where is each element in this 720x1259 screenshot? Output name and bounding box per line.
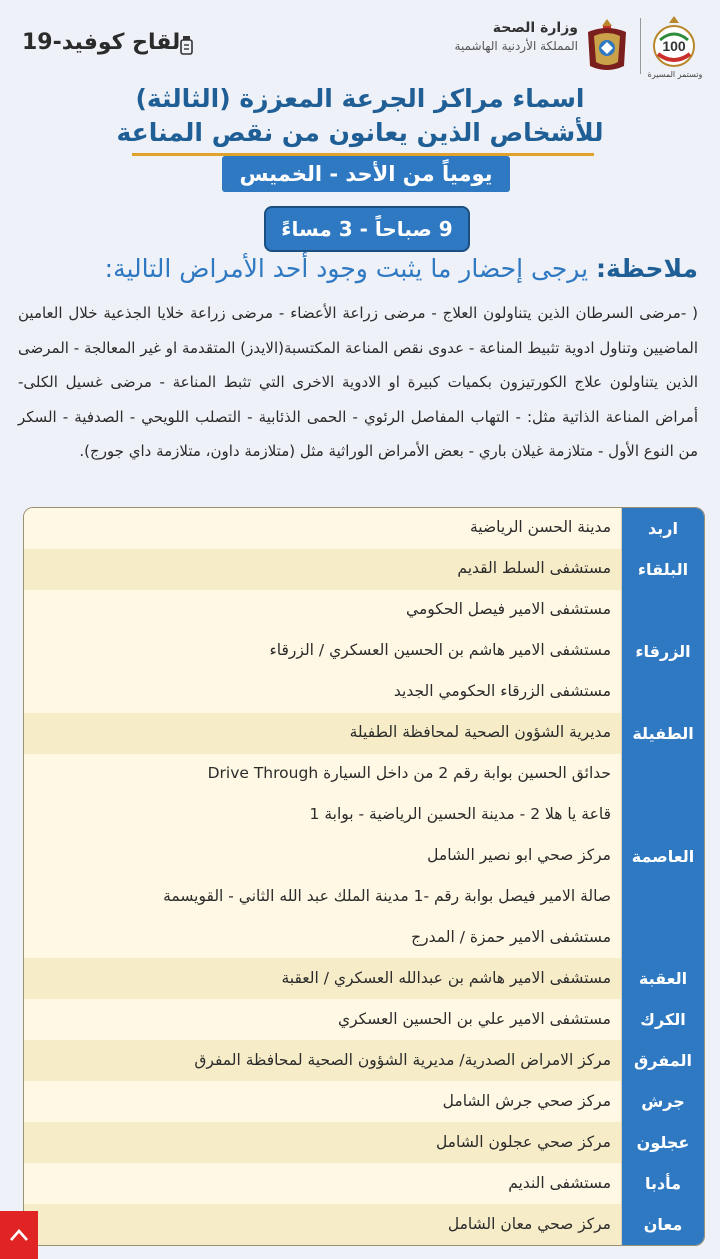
center-name: مستشفى الامير فيصل الحكومي: [406, 600, 611, 619]
centenary-number: 100: [662, 38, 686, 54]
governorate-cell: المفرق: [621, 1040, 704, 1081]
table-row: [24, 958, 704, 1000]
centers-cell: [24, 1040, 621, 1081]
centers-cell: [24, 590, 621, 713]
governorate-cell: الكرك: [621, 999, 704, 1040]
governorate-cell: الزرقاء: [621, 590, 704, 713]
centers-cell: [24, 549, 621, 590]
chevron-up-icon: [9, 1228, 29, 1242]
table-row: [24, 1163, 704, 1205]
table-row: [24, 1081, 704, 1123]
center-name: مركز صحي عجلون الشامل: [435, 1132, 611, 1151]
center-name: مدينة الحسن الرياضية: [469, 518, 611, 537]
centers-cell: [24, 508, 621, 549]
vaccine-icon: [178, 34, 196, 56]
note-text: يرجى إحضار ما يثبت وجود أحد الأمراض التالية:: [104, 254, 596, 283]
ministry-name: وزارة الصحة: [492, 20, 578, 36]
governorate-cell: عجلون: [621, 1122, 704, 1163]
centers-cell: [24, 754, 621, 959]
governorate-cell: معان: [621, 1204, 704, 1245]
center-name: مركز صحي معان الشامل: [447, 1214, 611, 1233]
center-name: قاعة يا هلا 2 - مدينة الحسين الرياضية - بوابة 1: [309, 805, 611, 824]
table-row: [24, 549, 704, 591]
center-name: مستشفى النديم: [508, 1173, 611, 1192]
centers-cell: [24, 958, 621, 999]
governorate-cell: البلقاء: [621, 549, 704, 590]
table-row: [24, 999, 704, 1041]
kingdom-name: المملكة الأردنية الهاشمية: [454, 39, 578, 53]
governorate-cell: العقبة: [621, 958, 704, 999]
center-name: مستشفى الزرقاء الحكومي الجديد: [393, 682, 611, 701]
centers-cell: [24, 1204, 621, 1245]
centers-cell: [24, 713, 621, 754]
table-row: [24, 508, 704, 550]
centenary-caption: وتستمر المسيرة: [647, 70, 703, 79]
center-name: مستشفى الامير علي بن الحسين العسكري: [337, 1009, 611, 1028]
governorate-cell: العاصمة: [621, 754, 704, 959]
page-title-line-2: للأشخاص الذين يعانون من نقص المناعة: [116, 118, 604, 147]
header-divider: [640, 18, 641, 74]
centers-cell: [24, 1122, 621, 1163]
diseases-list: ( -مرضى السرطان الذين يتناولون العلاج - مرضى زراعة الأعضاء - مرضى زراعة خلايا الجذعية خلال العامين الماضيين وتناول ادوية تثبيط المناعة - عدوى نقص المناعة المكتسبة(الايدز) المتقدمة او غير المعالجة - المرضى الذين يتناولون علاج الكورتيزون بكميات كبيرة او الادوية الاخرى التي تثبط المناعة - مرضى غسيل الكلى- أمراض المناعة الذاتية مثل: - التهاب المفاصل الرئوي - الحمى الذئابية - التصلب اللويحي - الصدفية - السكر من النوع الأول - متلازمة غيلان باري - بعض الأمراض الوراثية مثل (متلازمة داون، متلازمة داي جورج).: [18, 304, 698, 460]
centers-cell: [24, 1163, 621, 1204]
center-name: مديرية الشؤون الصحية لمحافظة الطفيلة: [349, 723, 611, 742]
center-name: مستشفى الامير حمزة / المدرج: [411, 927, 611, 946]
table-row: [24, 1040, 704, 1082]
hours-badge: 9 صباحاً - 3 مساءً: [264, 206, 470, 252]
table-row: [24, 713, 704, 755]
center-name: مركز صحي ابو نصير الشامل: [427, 846, 611, 865]
covid-vaccine-label: لقاح كوفيد-19: [22, 30, 181, 55]
governorate-cell: الطفيلة: [621, 713, 704, 754]
center-name: مستشفى الامير هاشم بن عبدالله العسكري / العقبة: [281, 968, 611, 987]
governorate-cell: جرش: [621, 1081, 704, 1122]
governorate-cell: مأدبا: [621, 1163, 704, 1204]
jordan-emblem-icon: [582, 16, 632, 74]
center-name: مركز الامراض الصدرية/ مديرية الشؤون الصحية لمحافظة المفرق: [194, 1050, 611, 1069]
center-name: مستشفى الامير هاشم بن الحسين العسكري / الزرقاء: [269, 641, 611, 660]
centenary-logo-icon: [646, 14, 702, 76]
table-row: [24, 590, 704, 714]
centers-cell: [24, 999, 621, 1040]
days-badge: يومياً من الأحد - الخميس: [222, 156, 510, 192]
page-title-line-1: اسماء مراكز الجرعة المعززة (الثالثة): [135, 84, 585, 113]
ministry-block: [455, 20, 578, 53]
center-name: مركز صحي جرش الشامل: [442, 1091, 611, 1110]
table-row: [24, 1204, 704, 1246]
header: [0, 0, 720, 80]
centers-cell: [24, 1081, 621, 1122]
center-name: صالة الامير فيصل بوابة رقم -1 مدينة الملك عبد الله الثاني - القويسمة: [163, 886, 611, 905]
note-lead: ملاحظة:: [596, 254, 698, 283]
scroll-to-top-button[interactable]: [0, 1211, 38, 1259]
note-heading: [8, 254, 698, 283]
table-row: [24, 754, 704, 960]
center-name: حدائق الحسين بوابة رقم 2 من داخل السيارة Drive Through: [207, 764, 611, 783]
table-row: [24, 1122, 704, 1164]
centers-table: [23, 507, 705, 1246]
center-name: مستشفى السلط القديم: [457, 559, 611, 578]
governorate-cell: اربد: [621, 508, 704, 549]
